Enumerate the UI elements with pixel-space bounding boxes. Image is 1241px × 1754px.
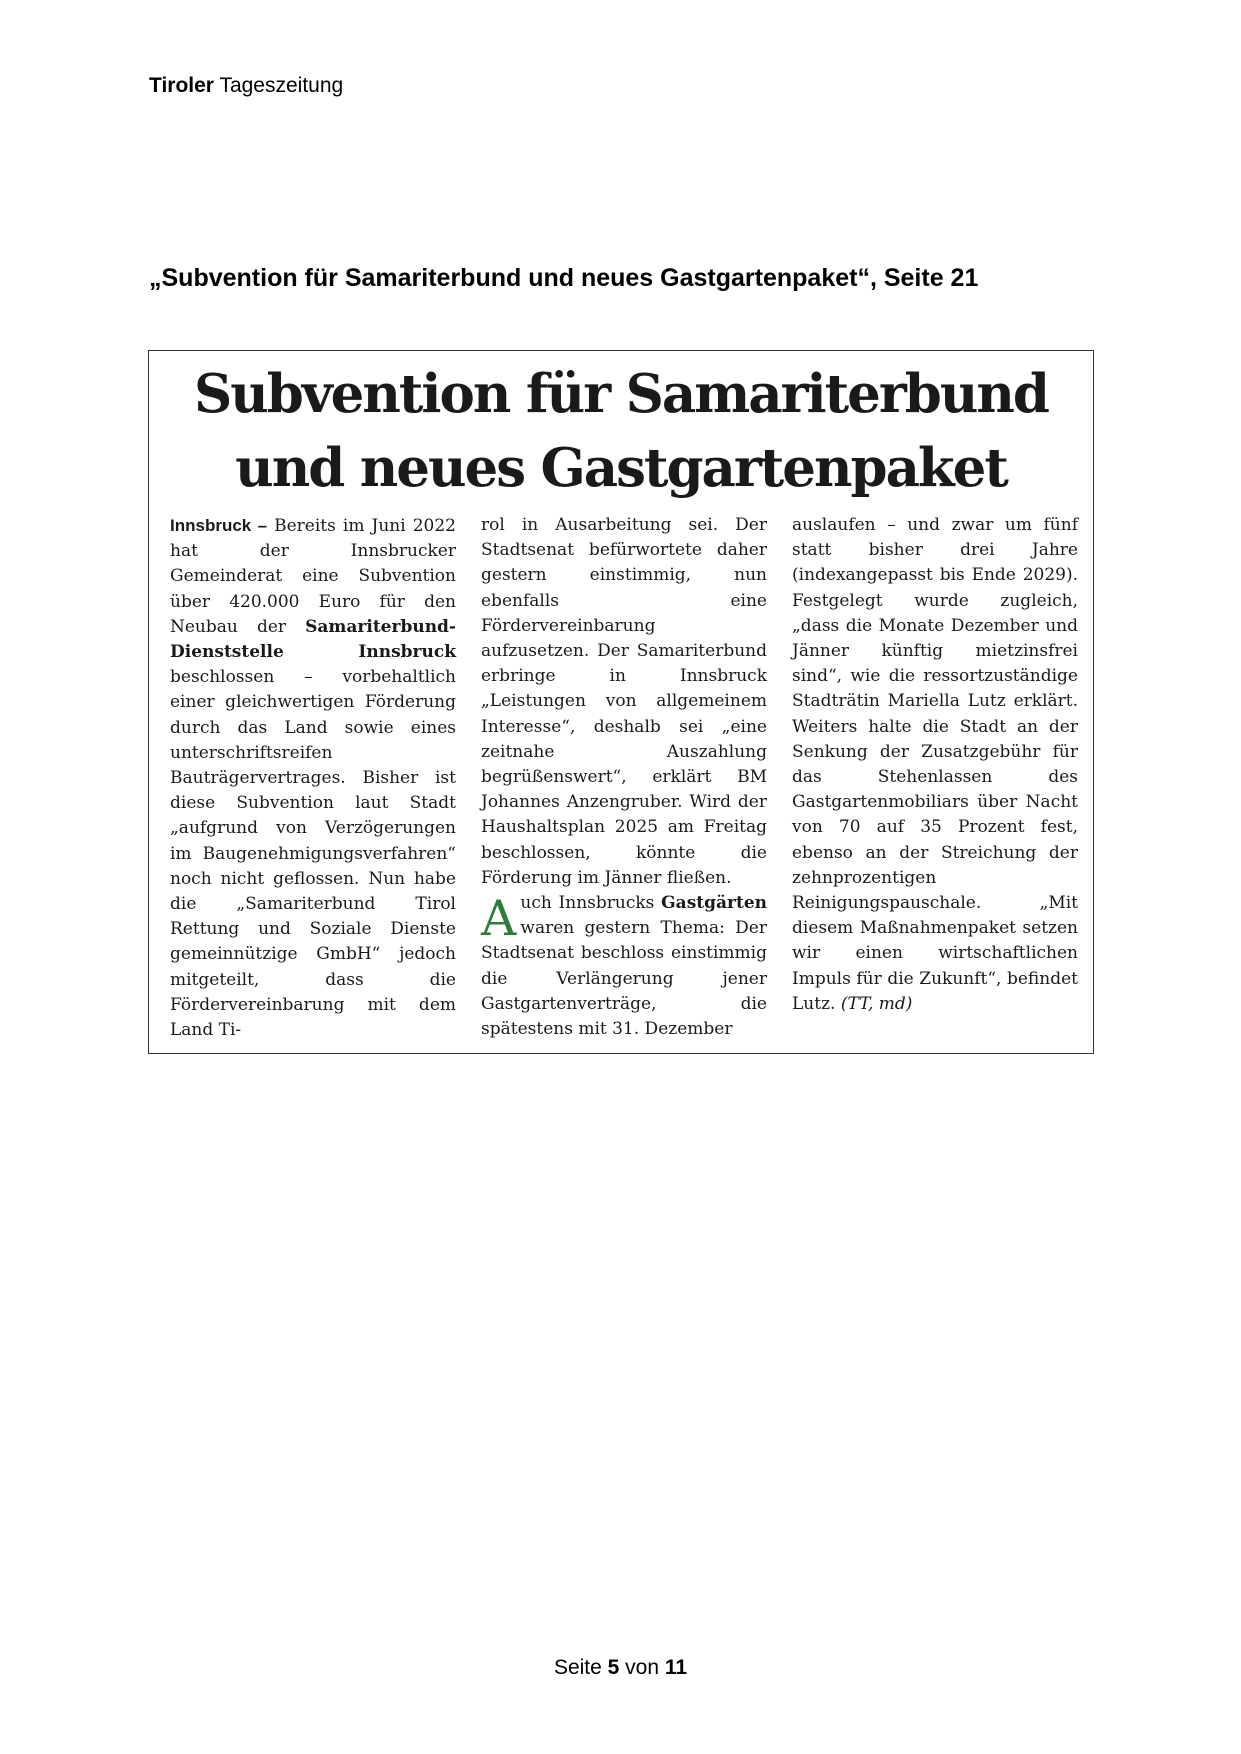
article-column-2 bbox=[481, 513, 767, 1042]
page-number-middle: von bbox=[619, 1656, 665, 1679]
current-page: 5 bbox=[607, 1656, 620, 1679]
newspaper-clipping bbox=[148, 350, 1094, 1054]
paragraph-2-continued: auslaufen – und zwar um fünf statt bisher drei Jahre (indexangepasst bis Ende 2029). Festgelegt wurde zugleich, „dass die Monate Dezember und Jänner künftig mietzinsfrei sind“, wie die ressortzuständige Stadträtin Mariella Lutz erklärt. Weiters halte die Stadt an der Senkung der Zusatzgebühr für das Stehenlassen des Gastgartenmobiliars über Nacht von 70 auf 35 Prozent fest, ebenso an der Streichung der zehnprozentigen Reinigungspauschale. „Mit diesem Maßnahmenpaket setzen wir einen wirtschaftlichen Impuls für die Zukunft“, befindet Lutz. bbox=[792, 515, 1078, 1014]
headline-line-1: Subvention für Samariterbund bbox=[194, 363, 1048, 425]
article-column-1 bbox=[170, 513, 456, 1043]
paragraph-2-text-b: waren gestern Thema: Der Stadtsenat beschloss einstimmig die Verlängerung jener Gastgartenverträge, die spätestens mit 31. Dezember bbox=[481, 918, 767, 1040]
publication-name-bold: Tiroler bbox=[149, 74, 214, 97]
paragraph-1-continued: rol in Ausarbeitung sei. Der Stadtsenat befürwortete daher gestern einstimmig, nun ebenfalls eine Fördervereinbarung aufzusetzen. Der Samariterbund erbringe in Innsbruck „Leistungen von allgemeinem Interesse“, deshalb sei „eine zeitnahe Auszahlung begrüßenswert“, erklärt BM Johannes Anzengruber. Wird der Haushaltsplan 2025 am Freitag beschlossen, könnte die Förderung im Jänner fließen. bbox=[481, 515, 767, 888]
article-column-3 bbox=[792, 513, 1078, 1017]
clipping-title: „Subvention für Samariterbund und neues Gastgartenpaket“, Seite 21 bbox=[149, 264, 979, 292]
total-pages: 11 bbox=[664, 1656, 688, 1679]
page-number-prefix: Seite bbox=[553, 1656, 608, 1679]
paragraph-2-bold: Gastgärten bbox=[661, 893, 767, 914]
byline: (TT, md) bbox=[840, 993, 913, 1014]
paragraph-2 bbox=[481, 891, 767, 1042]
paragraph-1-text-a: Bereits im Juni 2022 hat der Innsbrucker Gemeinderat eine Subvention über 420.000 Euro für den Neubau der bbox=[170, 516, 456, 637]
publication-name-regular: Tageszeitung bbox=[219, 74, 344, 97]
paragraph-1-text-b: beschlossen – vorbehaltlich einer gleichwertigen Förderung durch das Land sowie eines unterschriftsreifen Bauträgervertrages. Bisher ist diese Subvention laut Stadt „aufgrund von Verzögerungen im Baugenehmigungsverfahren“ noch nicht geflossen. Nun habe die „Samariterbund Tirol Rettung und Soziale Dienste gemeinnützige GmbH“ jedoch mitgeteilt, dass die Fördervereinbarung mit dem Land Ti- bbox=[170, 667, 456, 1041]
article-headline bbox=[149, 357, 1093, 505]
paragraph-1-bold: Samariterbund-Dienststelle Innsbruck bbox=[170, 616, 456, 663]
drop-cap: A bbox=[481, 890, 517, 948]
dateline: Innsbruck – bbox=[170, 516, 268, 535]
paragraph-2-text-a: uch Innsbrucks bbox=[520, 893, 662, 914]
publication-name bbox=[149, 74, 343, 98]
page-number bbox=[0, 1656, 1241, 1680]
headline-line-2: und neues Gastgartenpaket bbox=[235, 437, 1007, 499]
